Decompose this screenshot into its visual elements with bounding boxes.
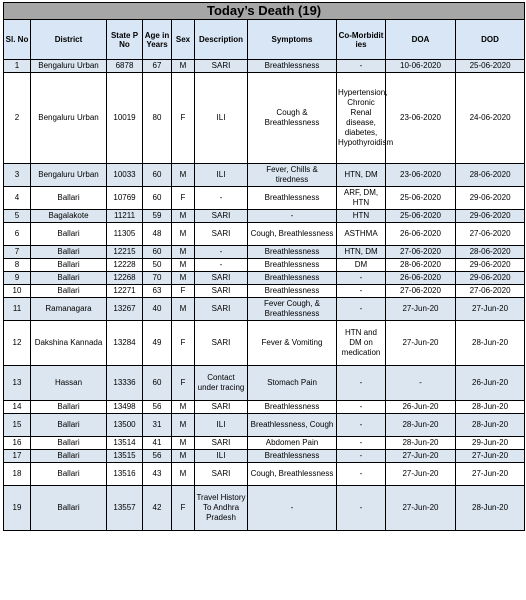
cell-comorbidities: - xyxy=(337,486,386,531)
cell-state-p-no: 13267 xyxy=(107,298,143,321)
cell-sex: F xyxy=(172,187,195,210)
column-header: District xyxy=(31,20,107,60)
cell-sl-no: 9 xyxy=(4,272,31,285)
cell-age: 59 xyxy=(143,210,172,223)
cell-comorbidities: HTN and DM on medication xyxy=(337,321,386,366)
cell-state-p-no: 13557 xyxy=(107,486,143,531)
cell-symptoms: Cough, Breathlessness xyxy=(248,223,337,246)
cell-description: ILI xyxy=(195,414,248,437)
cell-state-p-no: 13500 xyxy=(107,414,143,437)
cell-doa: 26-Jun-20 xyxy=(386,401,456,414)
column-header: Sex xyxy=(172,20,195,60)
cell-description: SARI xyxy=(195,272,248,285)
cell-dod: 29-06-2020 xyxy=(456,259,525,272)
cell-doa: 27-Jun-20 xyxy=(386,321,456,366)
cell-dod: 28-Jun-20 xyxy=(456,321,525,366)
table-row xyxy=(4,246,525,259)
cell-district: Bagalakote xyxy=(31,210,107,223)
cell-sl-no: 12 xyxy=(4,321,31,366)
cell-dod: 27-Jun-20 xyxy=(456,298,525,321)
column-header: Description xyxy=(195,20,248,60)
cell-sl-no: 4 xyxy=(4,187,31,210)
column-header: Age in Years xyxy=(143,20,172,60)
cell-sex: F xyxy=(172,486,195,531)
cell-doa: 28-Jun-20 xyxy=(386,414,456,437)
cell-symptoms: - xyxy=(248,486,337,531)
cell-age: 80 xyxy=(143,73,172,164)
cell-dod: 29-06-2020 xyxy=(456,272,525,285)
cell-dod: 29-06-2020 xyxy=(456,210,525,223)
cell-sex: F xyxy=(172,321,195,366)
cell-sl-no: 6 xyxy=(4,223,31,246)
cell-comorbidities: HTN xyxy=(337,210,386,223)
cell-sex: M xyxy=(172,450,195,463)
cell-symptoms: Breathlessness xyxy=(248,259,337,272)
cell-age: 60 xyxy=(143,246,172,259)
cell-description: SARI xyxy=(195,437,248,450)
cell-sl-no: 2 xyxy=(4,73,31,164)
table-row xyxy=(4,298,525,321)
cell-dod: 29-06-2020 xyxy=(456,187,525,210)
cell-comorbidities: ARF, DM, HTN xyxy=(337,187,386,210)
cell-dod: 27-Jun-20 xyxy=(456,463,525,486)
cell-doa: 23-06-2020 xyxy=(386,73,456,164)
table-row xyxy=(4,164,525,187)
cell-comorbidities: DM xyxy=(337,259,386,272)
cell-sl-no: 8 xyxy=(4,259,31,272)
cell-age: 60 xyxy=(143,187,172,210)
table-row xyxy=(4,321,525,366)
cell-state-p-no: 13284 xyxy=(107,321,143,366)
cell-district: Ballari xyxy=(31,437,107,450)
column-header: DOA xyxy=(386,20,456,60)
table-body xyxy=(4,60,525,531)
cell-state-p-no: 12228 xyxy=(107,259,143,272)
cell-district: Hassan xyxy=(31,366,107,401)
cell-state-p-no: 10019 xyxy=(107,73,143,164)
cell-sex: M xyxy=(172,401,195,414)
cell-comorbidities: - xyxy=(337,401,386,414)
cell-district: Ballari xyxy=(31,259,107,272)
cell-state-p-no: 12271 xyxy=(107,285,143,298)
cell-sex: M xyxy=(172,437,195,450)
cell-dod: 25-06-2020 xyxy=(456,60,525,73)
cell-age: 42 xyxy=(143,486,172,531)
cell-state-p-no: 12268 xyxy=(107,272,143,285)
cell-sex: M xyxy=(172,298,195,321)
cell-doa: 26-06-2020 xyxy=(386,223,456,246)
cell-sex: F xyxy=(172,366,195,401)
cell-sl-no: 5 xyxy=(4,210,31,223)
cell-state-p-no: 12215 xyxy=(107,246,143,259)
cell-comorbidities: - xyxy=(337,450,386,463)
cell-doa: 28-Jun-20 xyxy=(386,437,456,450)
cell-state-p-no: 10033 xyxy=(107,164,143,187)
cell-doa: 27-Jun-20 xyxy=(386,450,456,463)
cell-doa: 28-06-2020 xyxy=(386,259,456,272)
cell-dod: 27-Jun-20 xyxy=(456,450,525,463)
cell-sl-no: 3 xyxy=(4,164,31,187)
cell-state-p-no: 13498 xyxy=(107,401,143,414)
cell-age: 49 xyxy=(143,321,172,366)
cell-age: 56 xyxy=(143,401,172,414)
cell-symptoms: Breathlessness xyxy=(248,187,337,210)
cell-sex: M xyxy=(172,463,195,486)
cell-description: - xyxy=(195,259,248,272)
cell-sl-no: 19 xyxy=(4,486,31,531)
cell-symptoms: Breathlessness xyxy=(248,272,337,285)
cell-description: SARI xyxy=(195,60,248,73)
cell-district: Bengaluru Urban xyxy=(31,60,107,73)
cell-description: SARI xyxy=(195,210,248,223)
cell-dod: 26-Jun-20 xyxy=(456,366,525,401)
cell-comorbidities: - xyxy=(337,463,386,486)
cell-doa: 23-06-2020 xyxy=(386,164,456,187)
cell-district: Bengaluru Urban xyxy=(31,164,107,187)
cell-age: 48 xyxy=(143,223,172,246)
cell-age: 41 xyxy=(143,437,172,450)
cell-dod: 29-Jun-20 xyxy=(456,437,525,450)
cell-sex: M xyxy=(172,272,195,285)
cell-dod: 28-06-2020 xyxy=(456,246,525,259)
table-row xyxy=(4,450,525,463)
cell-district: Ballari xyxy=(31,223,107,246)
column-header: State P No xyxy=(107,20,143,60)
cell-district: Ballari xyxy=(31,272,107,285)
cell-age: 56 xyxy=(143,450,172,463)
cell-district: Ballari xyxy=(31,450,107,463)
cell-age: 70 xyxy=(143,272,172,285)
cell-comorbidities: HTN, DM xyxy=(337,246,386,259)
cell-dod: 28-06-2020 xyxy=(456,164,525,187)
cell-comorbidities: - xyxy=(337,414,386,437)
cell-age: 63 xyxy=(143,285,172,298)
cell-dod: 28-Jun-20 xyxy=(456,401,525,414)
cell-symptoms: Breathlessness xyxy=(248,401,337,414)
cell-state-p-no: 6878 xyxy=(107,60,143,73)
cell-age: 60 xyxy=(143,366,172,401)
cell-dod: 27-06-2020 xyxy=(456,223,525,246)
cell-age: 60 xyxy=(143,164,172,187)
cell-doa: 27-Jun-20 xyxy=(386,463,456,486)
cell-sex: M xyxy=(172,60,195,73)
cell-sl-no: 7 xyxy=(4,246,31,259)
cell-district: Ballari xyxy=(31,463,107,486)
cell-symptoms: Fever & Vomiting xyxy=(248,321,337,366)
column-header: Symptoms xyxy=(248,20,337,60)
cell-sl-no: 17 xyxy=(4,450,31,463)
cell-district: Ballari xyxy=(31,285,107,298)
cell-comorbidities: HTN, DM xyxy=(337,164,386,187)
cell-doa: - xyxy=(386,366,456,401)
cell-description: SARI xyxy=(195,401,248,414)
cell-sl-no: 11 xyxy=(4,298,31,321)
cell-district: Bengaluru Urban xyxy=(31,73,107,164)
cell-sex: M xyxy=(172,246,195,259)
cell-symptoms: Cough & Breathlessness xyxy=(248,73,337,164)
cell-state-p-no: 11211 xyxy=(107,210,143,223)
cell-state-p-no: 13336 xyxy=(107,366,143,401)
table-row xyxy=(4,187,525,210)
cell-district: Dakshina Kannada xyxy=(31,321,107,366)
cell-state-p-no: 13516 xyxy=(107,463,143,486)
deaths-table xyxy=(3,2,525,531)
cell-comorbidities: - xyxy=(337,298,386,321)
cell-age: 43 xyxy=(143,463,172,486)
cell-district: Ballari xyxy=(31,246,107,259)
cell-age: 67 xyxy=(143,60,172,73)
column-header: Co-Morbidit ies xyxy=(337,20,386,60)
cell-sl-no: 15 xyxy=(4,414,31,437)
cell-description: - xyxy=(195,187,248,210)
cell-description: Travel History To Andhra Pradesh xyxy=(195,486,248,531)
table-row xyxy=(4,73,525,164)
cell-age: 40 xyxy=(143,298,172,321)
cell-state-p-no: 11305 xyxy=(107,223,143,246)
table-row xyxy=(4,486,525,531)
cell-symptoms: - xyxy=(248,210,337,223)
cell-sex: M xyxy=(172,414,195,437)
cell-symptoms: Fever Cough, & Breathlessness xyxy=(248,298,337,321)
cell-sex: M xyxy=(172,223,195,246)
cell-description: Contact under tracing xyxy=(195,366,248,401)
cell-comorbidities: - xyxy=(337,60,386,73)
cell-description: SARI xyxy=(195,223,248,246)
column-header: Sl. No xyxy=(4,20,31,60)
cell-dod: 27-06-2020 xyxy=(456,285,525,298)
cell-doa: 27-Jun-20 xyxy=(386,298,456,321)
cell-sex: M xyxy=(172,210,195,223)
table-row xyxy=(4,285,525,298)
cell-symptoms: Breathlessness, Cough xyxy=(248,414,337,437)
cell-sl-no: 18 xyxy=(4,463,31,486)
cell-state-p-no: 13515 xyxy=(107,450,143,463)
cell-description: SARI xyxy=(195,298,248,321)
deaths-table-container xyxy=(3,2,524,531)
cell-symptoms: Abdomen Pain xyxy=(248,437,337,450)
table-row xyxy=(4,366,525,401)
cell-comorbidities: ASTHMA xyxy=(337,223,386,246)
cell-symptoms: Breathlessness xyxy=(248,450,337,463)
cell-symptoms: Cough, Breathlessness xyxy=(248,463,337,486)
cell-dod: 24-06-2020 xyxy=(456,73,525,164)
column-header: DOD xyxy=(456,20,525,60)
cell-age: 50 xyxy=(143,259,172,272)
cell-doa: 27-06-2020 xyxy=(386,246,456,259)
cell-district: Ballari xyxy=(31,187,107,210)
cell-sex: M xyxy=(172,259,195,272)
cell-sex: M xyxy=(172,164,195,187)
cell-state-p-no: 10769 xyxy=(107,187,143,210)
cell-symptoms: Breathlessness xyxy=(248,285,337,298)
table-row xyxy=(4,223,525,246)
header-row xyxy=(4,20,525,60)
cell-description: SARI xyxy=(195,285,248,298)
table-row xyxy=(4,437,525,450)
cell-district: Ballari xyxy=(31,486,107,531)
cell-sl-no: 1 xyxy=(4,60,31,73)
cell-description: ILI xyxy=(195,450,248,463)
table-title: Today’s Death (19) xyxy=(4,3,525,20)
cell-symptoms: Stomach Pain xyxy=(248,366,337,401)
cell-dod: 28-Jun-20 xyxy=(456,414,525,437)
table-row xyxy=(4,259,525,272)
cell-comorbidities: - xyxy=(337,285,386,298)
cell-district: Ballari xyxy=(31,414,107,437)
table-row xyxy=(4,210,525,223)
cell-symptoms: Breathlessness xyxy=(248,60,337,73)
table-row xyxy=(4,60,525,73)
table-row xyxy=(4,414,525,437)
cell-state-p-no: 13514 xyxy=(107,437,143,450)
cell-symptoms: Fever, Chills & tiredness xyxy=(248,164,337,187)
cell-description: ILI xyxy=(195,73,248,164)
cell-sex: F xyxy=(172,285,195,298)
cell-sl-no: 16 xyxy=(4,437,31,450)
cell-comorbidities: - xyxy=(337,272,386,285)
cell-doa: 25-06-2020 xyxy=(386,210,456,223)
cell-description: ILI xyxy=(195,164,248,187)
cell-description: SARI xyxy=(195,321,248,366)
table-row xyxy=(4,401,525,414)
cell-doa: 27-Jun-20 xyxy=(386,486,456,531)
cell-district: Ballari xyxy=(31,401,107,414)
cell-doa: 25-06-2020 xyxy=(386,187,456,210)
cell-comorbidities: - xyxy=(337,437,386,450)
table-row xyxy=(4,463,525,486)
cell-age: 31 xyxy=(143,414,172,437)
cell-sl-no: 14 xyxy=(4,401,31,414)
cell-description: SARI xyxy=(195,463,248,486)
cell-symptoms: Breathlessness xyxy=(248,246,337,259)
cell-sl-no: 13 xyxy=(4,366,31,401)
cell-doa: 10-06-2020 xyxy=(386,60,456,73)
cell-doa: 27-06-2020 xyxy=(386,285,456,298)
table-row xyxy=(4,272,525,285)
cell-doa: 26-06-2020 xyxy=(386,272,456,285)
cell-sl-no: 10 xyxy=(4,285,31,298)
cell-dod: 28-Jun-20 xyxy=(456,486,525,531)
cell-district: Ramanagara xyxy=(31,298,107,321)
cell-comorbidities: Hypertension, Chronic Renal disease, diabetes, Hypothyroidism xyxy=(337,73,386,164)
cell-description: - xyxy=(195,246,248,259)
cell-comorbidities: - xyxy=(337,366,386,401)
cell-sex: F xyxy=(172,73,195,164)
